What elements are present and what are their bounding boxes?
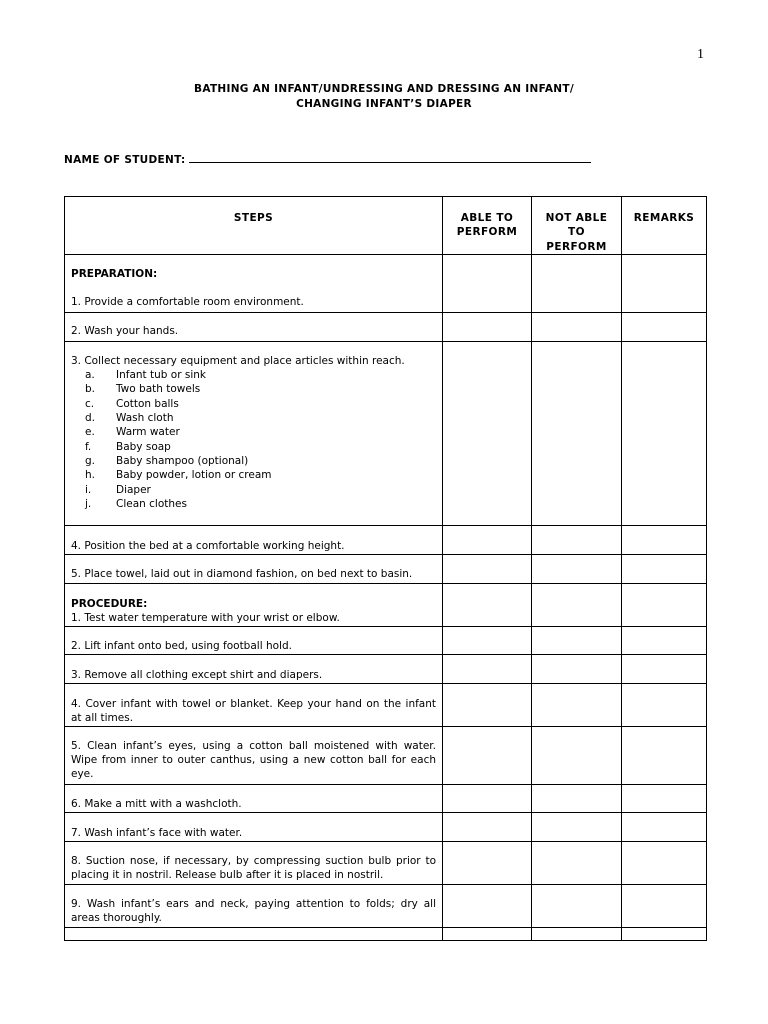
step-text: 2. Lift infant onto bed, using football hold. (71, 639, 292, 652)
step-cell (65, 341, 443, 525)
able-cell[interactable] (443, 654, 532, 683)
step-cell (65, 254, 443, 312)
list-item (85, 440, 436, 454)
able-cell[interactable] (443, 784, 532, 812)
table-row (65, 884, 707, 927)
remarks-cell[interactable] (622, 784, 707, 812)
not-able-cell[interactable] (532, 525, 622, 554)
header-steps: STEPS (65, 197, 443, 255)
able-cell[interactable] (443, 626, 532, 654)
remarks-cell[interactable] (622, 812, 707, 841)
header-remarks: REMARKS (622, 197, 707, 255)
remarks-cell[interactable] (622, 654, 707, 683)
remarks-cell[interactable] (622, 726, 707, 784)
list-item-letter: b. (85, 383, 96, 396)
table-row (65, 626, 707, 654)
able-cell[interactable] (443, 554, 532, 583)
step-text: 7. Wash infant’s face with water. (71, 826, 243, 839)
preparation-heading: PREPARATION: (71, 267, 158, 280)
list-item-text: Two bath towels (116, 383, 201, 396)
remarks-cell[interactable] (622, 626, 707, 654)
remarks-cell[interactable] (622, 884, 707, 927)
step-text: 3. Remove all clothing except shirt and diapers. (71, 668, 323, 681)
able-cell[interactable] (443, 254, 532, 312)
list-item-text: Cotton balls (116, 397, 179, 410)
not-able-cell[interactable] (532, 341, 622, 525)
list-item (85, 454, 436, 468)
not-able-cell[interactable] (532, 884, 622, 927)
list-item-letter: e. (85, 426, 95, 439)
step-text: 5. Place towel, laid out in diamond fashion, on bed next to basin. (71, 567, 413, 580)
table-row (65, 254, 707, 312)
table-row (65, 683, 707, 726)
list-item-letter: h. (85, 469, 95, 482)
table-row (65, 841, 707, 884)
list-item-letter: a. (85, 369, 95, 382)
list-item-text: Diaper (116, 483, 151, 496)
able-cell[interactable] (443, 341, 532, 525)
student-name-field (64, 153, 591, 166)
remarks-cell[interactable] (622, 841, 707, 884)
able-cell[interactable] (443, 683, 532, 726)
table-row (65, 341, 707, 525)
list-item-text: Warm water (116, 426, 180, 439)
student-name-label: NAME OF STUDENT: (64, 154, 186, 166)
step-cell (65, 525, 443, 554)
list-item-letter: c. (85, 397, 95, 410)
step-cell (65, 312, 443, 341)
step-text: 3. Collect necessary equipment and place articles within reach. (71, 354, 405, 367)
remarks-cell[interactable] (622, 312, 707, 341)
able-cell[interactable] (443, 726, 532, 784)
step-cell (65, 683, 443, 726)
header-not-able (532, 197, 622, 255)
remarks-cell[interactable] (622, 583, 707, 626)
remarks-cell[interactable] (622, 341, 707, 525)
step-text: 8. Suction nose, if necessary, by compressing suction bulb prior to placing it in nostril. Release bulb after it is placed in nostril. (71, 854, 436, 882)
checklist-table (64, 196, 707, 941)
list-item-text: Baby shampoo (optional) (116, 454, 249, 467)
header-row (65, 197, 707, 255)
able-cell[interactable] (443, 583, 532, 626)
not-able-cell[interactable] (532, 784, 622, 812)
list-item-letter: g. (85, 454, 96, 467)
step-cell (65, 927, 443, 940)
able-cell[interactable] (443, 927, 532, 940)
able-cell[interactable] (443, 812, 532, 841)
able-cell[interactable] (443, 312, 532, 341)
not-able-cell[interactable] (532, 841, 622, 884)
remarks-cell[interactable] (622, 554, 707, 583)
list-item (85, 425, 436, 439)
equipment-list (71, 368, 436, 511)
list-item (85, 368, 436, 382)
list-item-letter: j. (85, 497, 92, 510)
title-line-2: CHANGING INFANT’S DIAPER (296, 98, 472, 110)
not-able-cell[interactable] (532, 927, 622, 940)
not-able-cell[interactable] (532, 554, 622, 583)
able-cell[interactable] (443, 841, 532, 884)
not-able-cell[interactable] (532, 812, 622, 841)
table-row (65, 812, 707, 841)
step-cell (65, 654, 443, 683)
list-item (85, 382, 436, 396)
list-item (85, 483, 436, 497)
not-able-cell[interactable] (532, 626, 622, 654)
procedure-heading: PROCEDURE: (71, 597, 148, 610)
list-item-letter: f. (85, 440, 92, 453)
step-cell (65, 812, 443, 841)
list-item (85, 397, 436, 411)
header-able-text: ABLE TO PERFORM (456, 212, 518, 239)
table-row (65, 525, 707, 554)
not-able-cell[interactable] (532, 312, 622, 341)
step-cell (65, 726, 443, 784)
not-able-cell[interactable] (532, 726, 622, 784)
step-text: 5. Clean infant’s eyes, using a cotton ball moistened with water. Wipe from inner to outer canthus, using a new cotton ball for each eye. (71, 739, 436, 781)
list-item-text: Wash cloth (116, 412, 174, 425)
step-text: 4. Cover infant with towel or blanket. Keep your hand on the infant at all times. (71, 697, 436, 725)
step-cell (65, 841, 443, 884)
step-text: 4. Position the bed at a comfortable working height. (71, 539, 345, 552)
step-cell (65, 884, 443, 927)
step-cell (65, 554, 443, 583)
step-text: 9. Wash infant’s ears and neck, paying attention to folds; dry all areas thoroughly. (71, 897, 436, 925)
able-cell[interactable] (443, 884, 532, 927)
step-text: 6. Make a mitt with a washcloth. (71, 797, 242, 810)
able-cell[interactable] (443, 525, 532, 554)
not-able-cell[interactable] (532, 254, 622, 312)
step-cell (65, 626, 443, 654)
header-able (443, 197, 532, 255)
list-item-text: Infant tub or sink (116, 369, 206, 382)
list-item-letter: d. (85, 412, 96, 425)
list-item-text: Baby soap (116, 440, 171, 453)
step-cell (65, 784, 443, 812)
student-name-blank[interactable] (189, 153, 591, 163)
table-row (65, 726, 707, 784)
step-text: 1. Provide a comfortable room environment. (71, 296, 304, 309)
not-able-cell[interactable] (532, 583, 622, 626)
list-item (85, 497, 436, 511)
step-text: 1. Test water temperature with your wrist or elbow. (71, 612, 340, 625)
list-item-letter: i. (85, 483, 92, 496)
remarks-cell[interactable] (622, 683, 707, 726)
remarks-cell[interactable] (622, 525, 707, 554)
header-not-able-text: NOT ABLE TO PERFORM (545, 212, 608, 253)
step-text: 2. Wash your hands. (71, 324, 179, 337)
table-row (65, 554, 707, 583)
page-number: 1 (697, 47, 704, 62)
table-row (65, 312, 707, 341)
step-cell (65, 583, 443, 626)
list-item (85, 468, 436, 482)
title-line-1: BATHING AN INFANT/UNDRESSING AND DRESSING AN INFANT/ (194, 83, 574, 95)
list-item-text: Baby powder, lotion or cream (116, 469, 272, 482)
table-row (65, 784, 707, 812)
not-able-cell[interactable] (532, 683, 622, 726)
list-item (85, 411, 436, 425)
remarks-cell[interactable] (622, 927, 707, 940)
table-row (65, 927, 707, 940)
list-item-text: Clean clothes (116, 497, 187, 510)
table-row (65, 654, 707, 683)
document-title (0, 82, 768, 112)
not-able-cell[interactable] (532, 654, 622, 683)
table-row (65, 583, 707, 626)
remarks-cell[interactable] (622, 254, 707, 312)
